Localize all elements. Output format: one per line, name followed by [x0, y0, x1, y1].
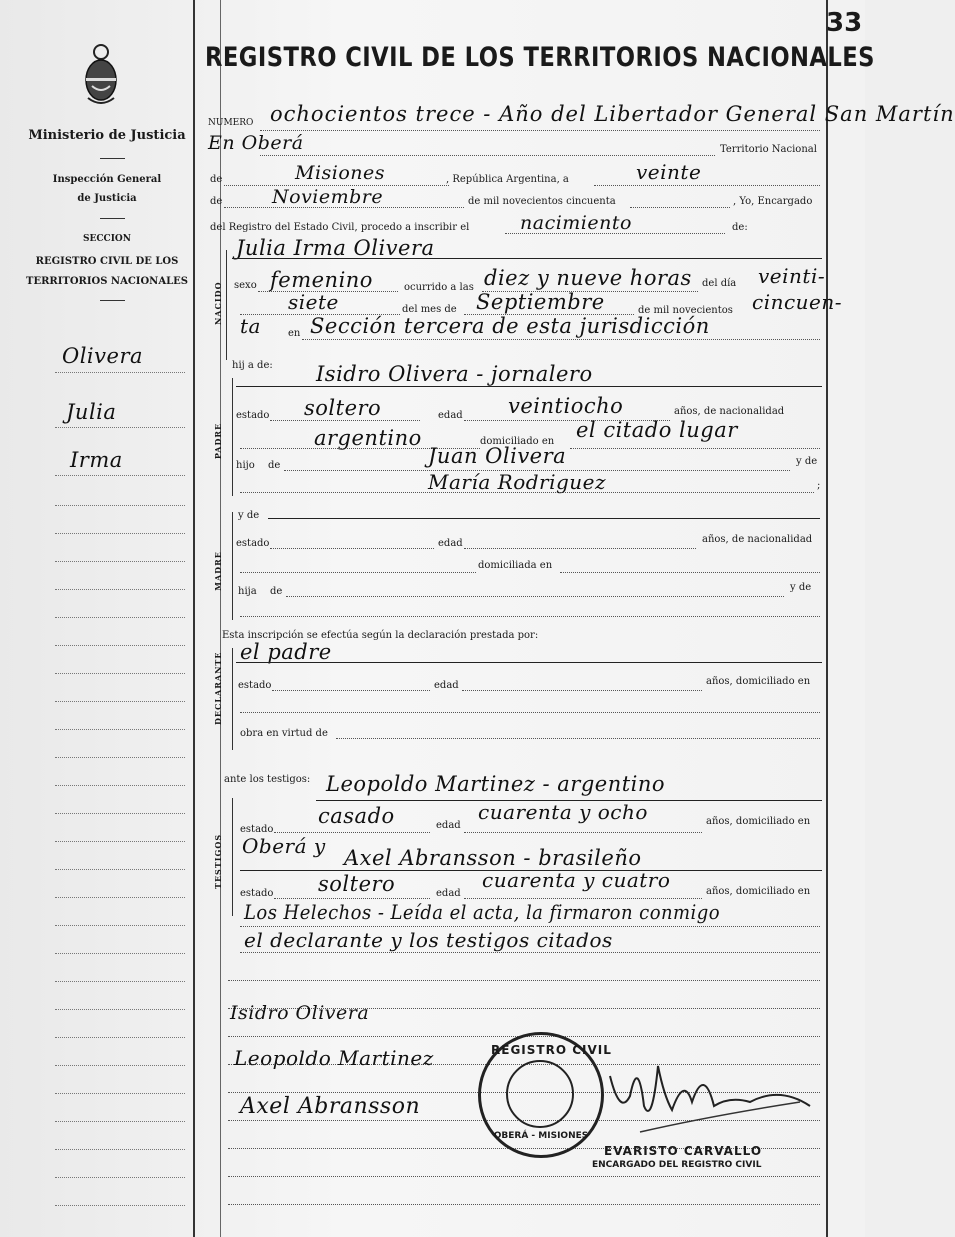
father-status: soltero: [304, 396, 382, 420]
semicolon: ;: [817, 480, 821, 491]
seal-bottom-text: OBERÁ - MISIONES: [493, 1131, 589, 1141]
declarante-section-label: DECLARANTE: [213, 651, 223, 725]
signature-witness-2: Axel Abransson: [240, 1094, 421, 1119]
nacido-brace: [226, 250, 227, 360]
locality-value: En Oberá: [208, 132, 304, 154]
edad-label: edad: [436, 820, 461, 831]
margin-line: [55, 701, 185, 702]
day-of-birth-value-2: siete: [288, 290, 339, 314]
margin-line: [55, 1205, 185, 1206]
yde-label: y de: [796, 456, 818, 467]
hour-value: diez y nueve horas: [484, 266, 692, 290]
father-address: el citado lugar: [576, 418, 738, 442]
numero-value: ochocientos trece - Año del Libertador General San Martín: [270, 102, 955, 126]
margin-line: [55, 645, 185, 646]
section-label: SECCION: [83, 234, 131, 244]
margin-line: [55, 589, 185, 590]
left-margin-rule: [193, 0, 195, 1237]
birth-month-value: Septiembre: [476, 290, 605, 314]
inspection-label: Inspección General: [52, 174, 162, 185]
margin-line: [55, 372, 185, 373]
anios-label: años, domiciliado en: [706, 886, 811, 897]
margin-line: [55, 617, 185, 618]
estado-label: estado: [240, 824, 274, 835]
margin-line: [55, 1177, 185, 1178]
margin-given-name-1: Julia: [66, 400, 117, 424]
padre-brace: [232, 378, 233, 496]
numero-label: NUMERO: [208, 118, 254, 128]
edad-label: edad: [434, 680, 459, 691]
edad-label: edad: [438, 538, 463, 549]
declarante-brace: [232, 648, 233, 750]
line: [560, 572, 820, 573]
birth-place-value: Sección tercera de esta jurisdicción: [310, 314, 710, 338]
yo-label: , Yo, Encargado: [733, 196, 813, 207]
numero-line: [260, 130, 820, 131]
de-label: de: [270, 586, 283, 597]
padre-section-label: PADRE: [213, 422, 223, 460]
witness-1-age: cuarenta y ocho: [478, 800, 648, 824]
anios-label: años, domiciliado en: [706, 676, 811, 687]
registry-label: REGISTRO CIVIL DE LOS: [35, 256, 179, 267]
witness-1-address: Oberá y: [242, 834, 326, 858]
father-age: veintiocho: [508, 394, 624, 418]
ocurrido-label: ocurrido a las: [404, 282, 474, 293]
line: [240, 572, 476, 573]
line: [240, 712, 820, 713]
de-colon-label: de:: [732, 222, 748, 233]
line: [274, 898, 430, 899]
line: [236, 386, 822, 387]
line: [570, 448, 820, 449]
witness-2-name: Axel Abransson - brasileño: [344, 846, 642, 870]
madre-brace: [232, 512, 233, 620]
margin-line: [55, 841, 185, 842]
line: [228, 980, 820, 981]
hija-de-label: hij a de:: [232, 360, 273, 371]
de-label: de: [268, 460, 281, 471]
margin-line: [55, 757, 185, 758]
registrar-name: EVARISTO CARVALLO: [604, 1144, 763, 1158]
registry-label-2: TERRITORIOS NACIONALES: [26, 276, 188, 287]
del-dia-label: del día: [702, 278, 737, 289]
declarant-value: el padre: [240, 640, 332, 664]
yde-label: y de: [238, 510, 260, 521]
margin-line: [55, 533, 185, 534]
margin-line: [55, 1065, 185, 1066]
day-value: veinte: [636, 160, 702, 184]
margin-line: [55, 427, 185, 428]
line: [270, 548, 434, 549]
margin-line: [55, 869, 185, 870]
en-label: en: [288, 328, 301, 339]
seal-top-text: REGISTRO CIVIL: [491, 1043, 612, 1057]
line: [630, 207, 730, 208]
anios-label: años, de nacionalidad: [702, 534, 813, 545]
territory-value: Misiones: [295, 162, 386, 184]
witness-1-name: Leopoldo Martinez - argentino: [326, 772, 666, 796]
sexo-label: sexo: [234, 280, 257, 291]
closing-text: el declarante y los testigos citados: [244, 928, 613, 952]
estado-label: estado: [238, 680, 272, 691]
line: [274, 832, 430, 833]
margin-line: [55, 561, 185, 562]
witness-2-status: soltero: [318, 872, 396, 896]
edad-label: edad: [438, 410, 463, 421]
registrar-signature-icon: [600, 1036, 820, 1136]
margin-line: [55, 953, 185, 954]
testigos-section-label: TESTIGOS: [213, 833, 223, 889]
domiciliada-label: domiciliada en: [478, 560, 553, 571]
registro-label: del Registro del Estado Civil, procedo a inscribir el: [210, 222, 470, 233]
coat-of-arms-icon: [84, 42, 118, 106]
obra-label: obra en virtud de: [240, 728, 328, 739]
witness-1-status: casado: [318, 804, 395, 828]
line: [272, 690, 430, 691]
line: [464, 898, 702, 899]
margin-line: [55, 1093, 185, 1094]
margin-line: [55, 1121, 185, 1122]
page-number: 33: [826, 8, 863, 38]
line: [236, 662, 822, 663]
line: [464, 832, 702, 833]
line: [240, 492, 814, 493]
estado-label: estado: [236, 410, 270, 421]
line: [228, 1204, 820, 1205]
madre-section-label: MADRE: [213, 551, 223, 591]
divider: [100, 300, 125, 301]
paternal-grandmother: María Rodriguez: [428, 470, 607, 494]
estado-label: estado: [236, 538, 270, 549]
paternal-grandfather: Juan Olivera: [428, 444, 567, 468]
margin-line: [55, 1037, 185, 1038]
yde-label: y de: [790, 582, 812, 593]
de-label: de: [210, 196, 223, 207]
margin-surname: Olivera: [62, 344, 143, 368]
territorio-label: Territorio Nacional: [720, 144, 817, 155]
margin-line: [55, 673, 185, 674]
nacido-section-label: NACIDO: [213, 281, 223, 325]
del-mes-label: del mes de: [402, 304, 457, 315]
line: [286, 596, 784, 597]
inspection-label-2: de Justicia: [77, 193, 137, 204]
de-label: de: [210, 174, 223, 185]
line: [260, 155, 715, 156]
line: [594, 185, 820, 186]
anios-label: años, de nacionalidad: [674, 406, 785, 417]
divider: [100, 218, 125, 219]
father-name: Isidro Olivera - jornalero: [316, 362, 593, 386]
line: [240, 616, 820, 617]
line: [268, 518, 820, 519]
de-mil-label: de mil novecientos: [638, 305, 733, 316]
birth-year-value-2: ta: [240, 314, 261, 338]
margin-line: [55, 785, 185, 786]
right-margin-rule: [826, 0, 828, 1237]
line: [336, 738, 820, 739]
inner-margin-rule: [220, 0, 221, 1237]
margin-line: [55, 475, 185, 476]
hijo-label: hijo: [236, 460, 255, 471]
line: [464, 548, 696, 549]
mil-label: de mil novecientos cincuenta: [468, 196, 616, 207]
line: [228, 1176, 820, 1177]
father-nationality: argentino: [314, 426, 422, 450]
edad-label: edad: [436, 888, 461, 899]
signature-declarant: Isidro Olivera: [230, 1002, 370, 1024]
margin-line: [55, 813, 185, 814]
margin-line: [55, 981, 185, 982]
estado-label: estado: [240, 888, 274, 899]
line: [240, 952, 820, 953]
signature-witness-1: Leopoldo Martinez: [234, 1046, 434, 1070]
line: [232, 258, 822, 259]
registrar-title: ENCARGADO DEL REGISTRO CIVIL: [592, 1160, 762, 1170]
margin-line: [55, 505, 185, 506]
margin-line: [55, 729, 185, 730]
hija-label: hija: [238, 586, 257, 597]
ante-testigos-label: ante los testigos:: [224, 774, 311, 785]
newborn-name: Julia Irma Olivera: [236, 236, 435, 260]
month-value: Noviembre: [272, 186, 384, 208]
line: [240, 926, 820, 927]
ministry-label: Ministerio de Justicia: [28, 128, 186, 143]
domiciliado-label: domiciliado en: [480, 436, 555, 447]
margin-line: [55, 1009, 185, 1010]
inscription-type-value: nacimiento: [520, 212, 632, 234]
anios-label: años, domiciliado en: [706, 816, 811, 827]
sexo-value: femenino: [270, 268, 373, 292]
republica-label: , República Argentina, a: [446, 174, 569, 185]
margin-line: [55, 925, 185, 926]
testigos-brace: [232, 798, 233, 916]
seal-emblem: [506, 1060, 574, 1128]
witness-2-address: Los Helechos - Leída el acta, la firmaron conmigo: [244, 900, 721, 924]
page-title: REGISTRO CIVIL DE LOS TERRITORIOS NACIONALES: [205, 42, 875, 73]
line: [462, 690, 702, 691]
margin-line: [55, 897, 185, 898]
line: [302, 339, 820, 340]
margin-line: [55, 1149, 185, 1150]
margin-given-name-2: Irma: [70, 448, 123, 472]
line: [270, 420, 420, 421]
inscripcion-label: Esta inscripción se efectúa según la declaración prestada por:: [222, 630, 539, 641]
birth-year-value: cincuen-: [752, 290, 843, 314]
day-of-birth-value: veinti-: [758, 264, 826, 288]
witness-2-age: cuarenta y cuatro: [482, 868, 671, 892]
civil-registry-seal: [478, 1032, 612, 1158]
divider: [100, 158, 125, 159]
